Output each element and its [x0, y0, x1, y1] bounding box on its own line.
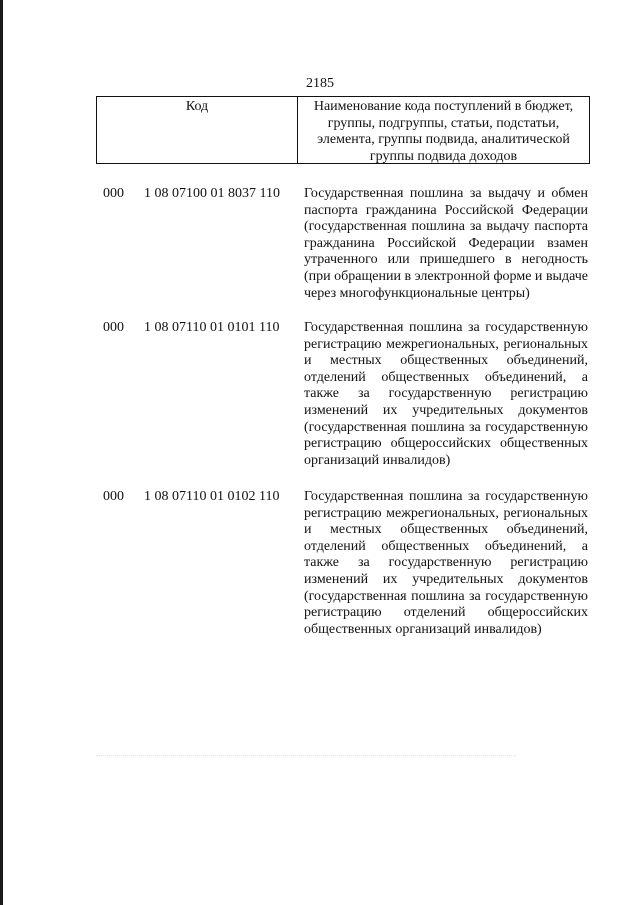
row-admin-code: 000 — [103, 320, 124, 335]
row-budget-code: 1 08 07110 01 0101 110 — [144, 320, 280, 335]
row-description: Государственная пошлина за государственную регистрацию межрегиональных, региональных и местных общественных объединений, отделений общественных объединений, а также за государственную регистрацию изменений их учредительных документов (государственная пошлина за государственную регистрацию отделений общероссийских общественных организаций инвалидов) — [304, 489, 588, 637]
header-name-label: Наименование кода поступлений в бюджет, группы, подгруппы, статьи, подстатьи, элемента, группы подвида, аналитической группы подвида доходов — [313, 99, 574, 164]
row-budget-code: 1 08 07100 01 8037 110 — [144, 186, 280, 201]
row-budget-code: 1 08 07110 01 0102 110 — [144, 489, 280, 504]
row-description: Государственная пошлина за государственную регистрацию межрегиональных, региональных и местных общественных объединений, отделений общественных объединений, а также за государственную регистрацию изменений их учредительных документов (государственная пошлина за государственную регистрацию общероссийских общественных организаций инвалидов) — [304, 320, 588, 468]
scan-left-edge — [0, 0, 3, 905]
header-code-label: Код — [97, 97, 298, 163]
row-description: Государственная пошлина за выдачу и обмен паспорта гражданина Российской Федерации (государственная пошлина за выдачу паспорта гражданина Российской Федерации взамен утраченного или пришедшего в негодность (при обращении в электронной форме и выдаче через многофункциональные центры) — [304, 186, 588, 301]
row-admin-code: 000 — [103, 186, 124, 201]
page-number: 2185 — [306, 76, 334, 91]
row-admin-code: 000 — [103, 489, 124, 504]
table-header — [96, 96, 590, 164]
scan-noise-specks — [96, 755, 516, 764]
